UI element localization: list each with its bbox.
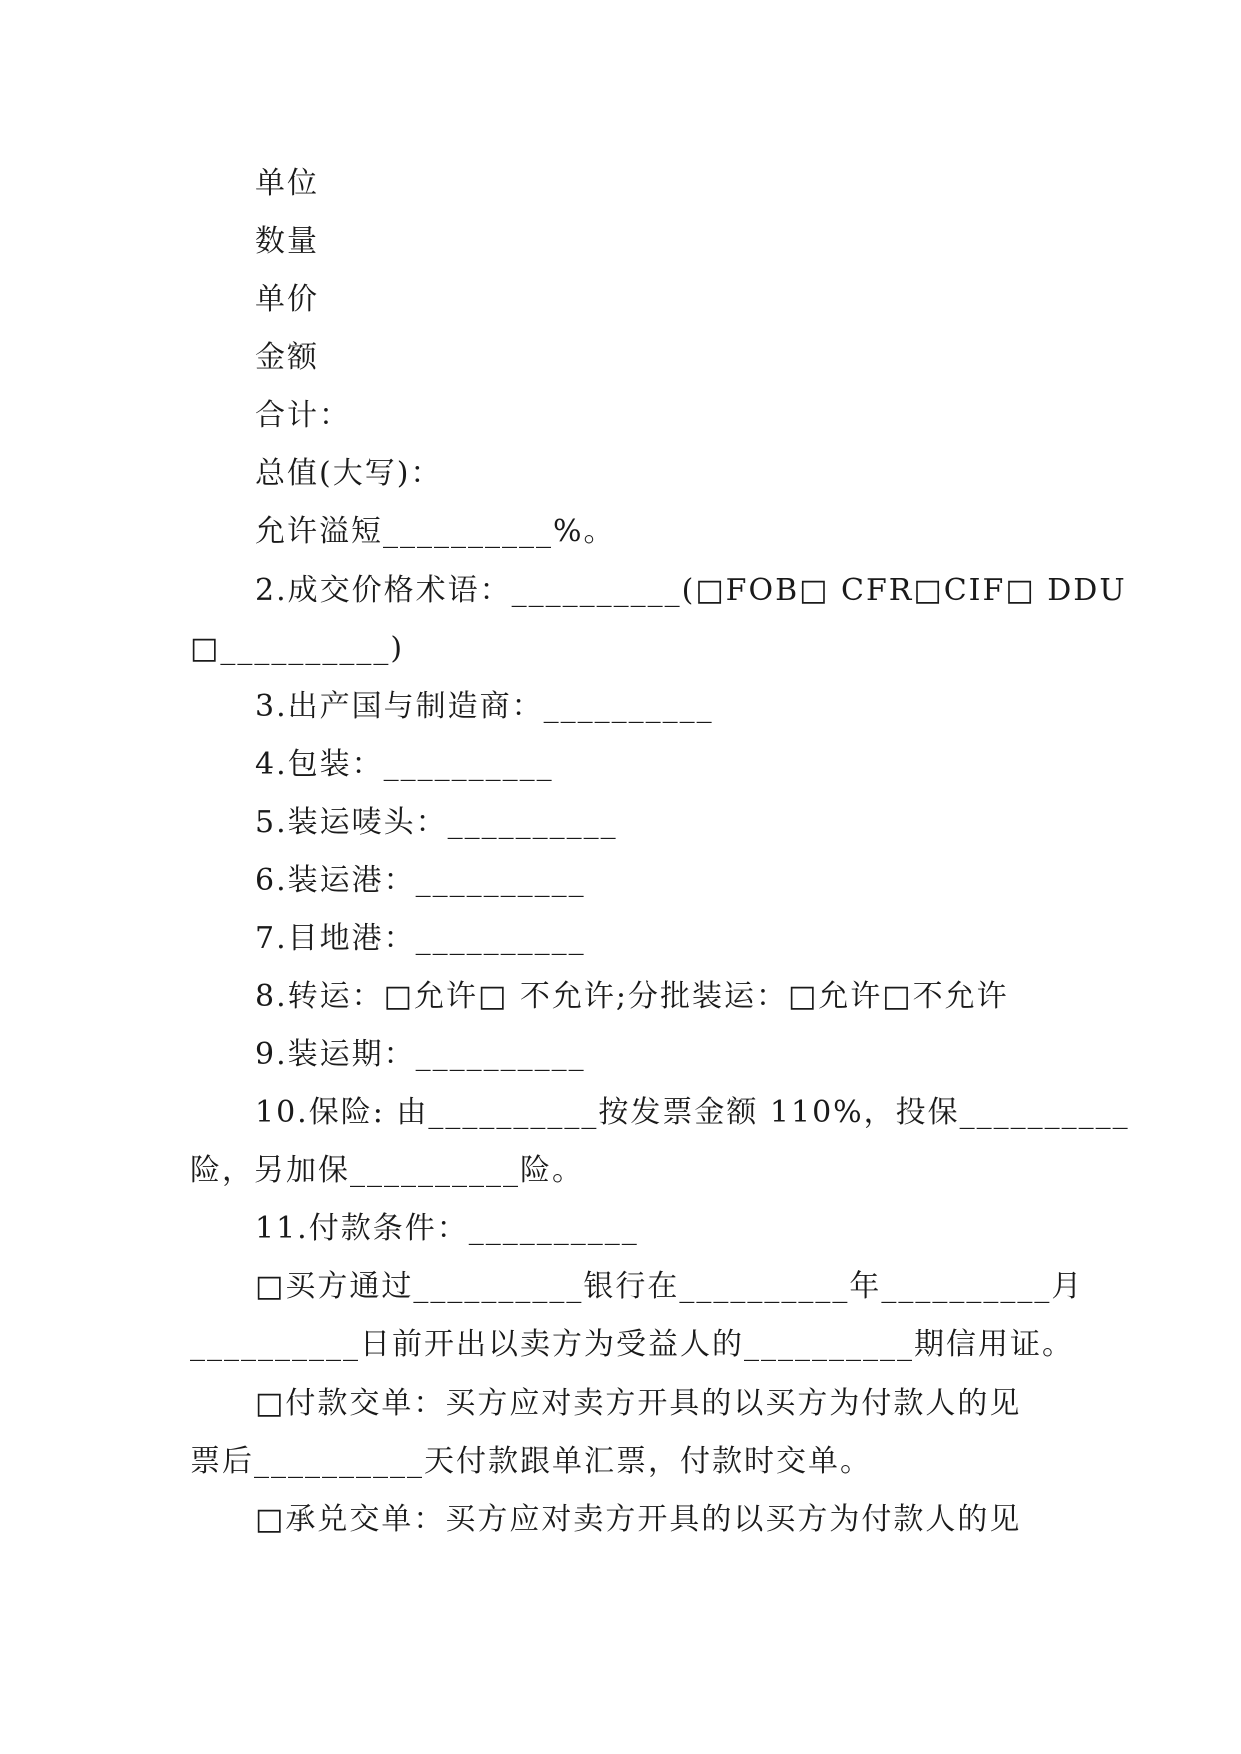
clause-9-shipment-date: 9.装运期：__________ <box>255 1037 586 1072</box>
payment-option-lc-cont: __________日前开出以卖方为受益人的__________期信用证。 <box>190 1327 1074 1362</box>
field-quantity: 数量 <box>255 224 319 259</box>
clause-7-port-of-destination: 7.目地港：__________ <box>255 921 586 956</box>
clause-2-price-terms: 2.成交价格术语：__________(□FOB□ CFR□CIF□ DDU <box>255 573 1127 608</box>
clause-8-transshipment: 8.转运：□允许□ 不允许;分批装运：□允许□不允许 <box>255 979 1009 1014</box>
field-total: 合计： <box>255 398 351 433</box>
clause-11-payment-terms: 11.付款条件：__________ <box>255 1211 639 1246</box>
field-overshort-allowance: 允许溢短__________%。 <box>255 514 616 549</box>
field-unit: 单位 <box>255 166 319 201</box>
clause-3-origin-manufacturer: 3.出产国与制造商：__________ <box>255 689 714 724</box>
clause-6-port-of-loading: 6.装运港：__________ <box>255 863 586 898</box>
payment-option-lc: □买方通过__________银行在__________年__________月 <box>255 1269 1084 1304</box>
clause-5-shipping-marks: 5.装运唛头：__________ <box>255 805 618 840</box>
field-total-in-words: 总值(大写)： <box>255 456 443 491</box>
payment-option-dp-cont: 票后__________天付款跟单汇票，付款时交单。 <box>190 1444 872 1479</box>
clause-10-insurance: 10.保险: 由__________按发票金额 110%，投保__________ <box>255 1095 1130 1130</box>
payment-option-dp: □付款交单：买方应对卖方开具的以买方为付款人的见 <box>255 1386 1022 1421</box>
field-unit-price: 单价 <box>255 282 319 317</box>
payment-option-da: □承兑交单：买方应对卖方开具的以买方为付款人的见 <box>255 1502 1022 1537</box>
clause-4-packing: 4.包装：__________ <box>255 747 554 782</box>
clause-2-price-terms-cont: □__________) <box>190 631 405 666</box>
field-amount: 金额 <box>255 340 319 375</box>
clause-10-insurance-cont: 险，另加保__________险。 <box>190 1153 584 1188</box>
